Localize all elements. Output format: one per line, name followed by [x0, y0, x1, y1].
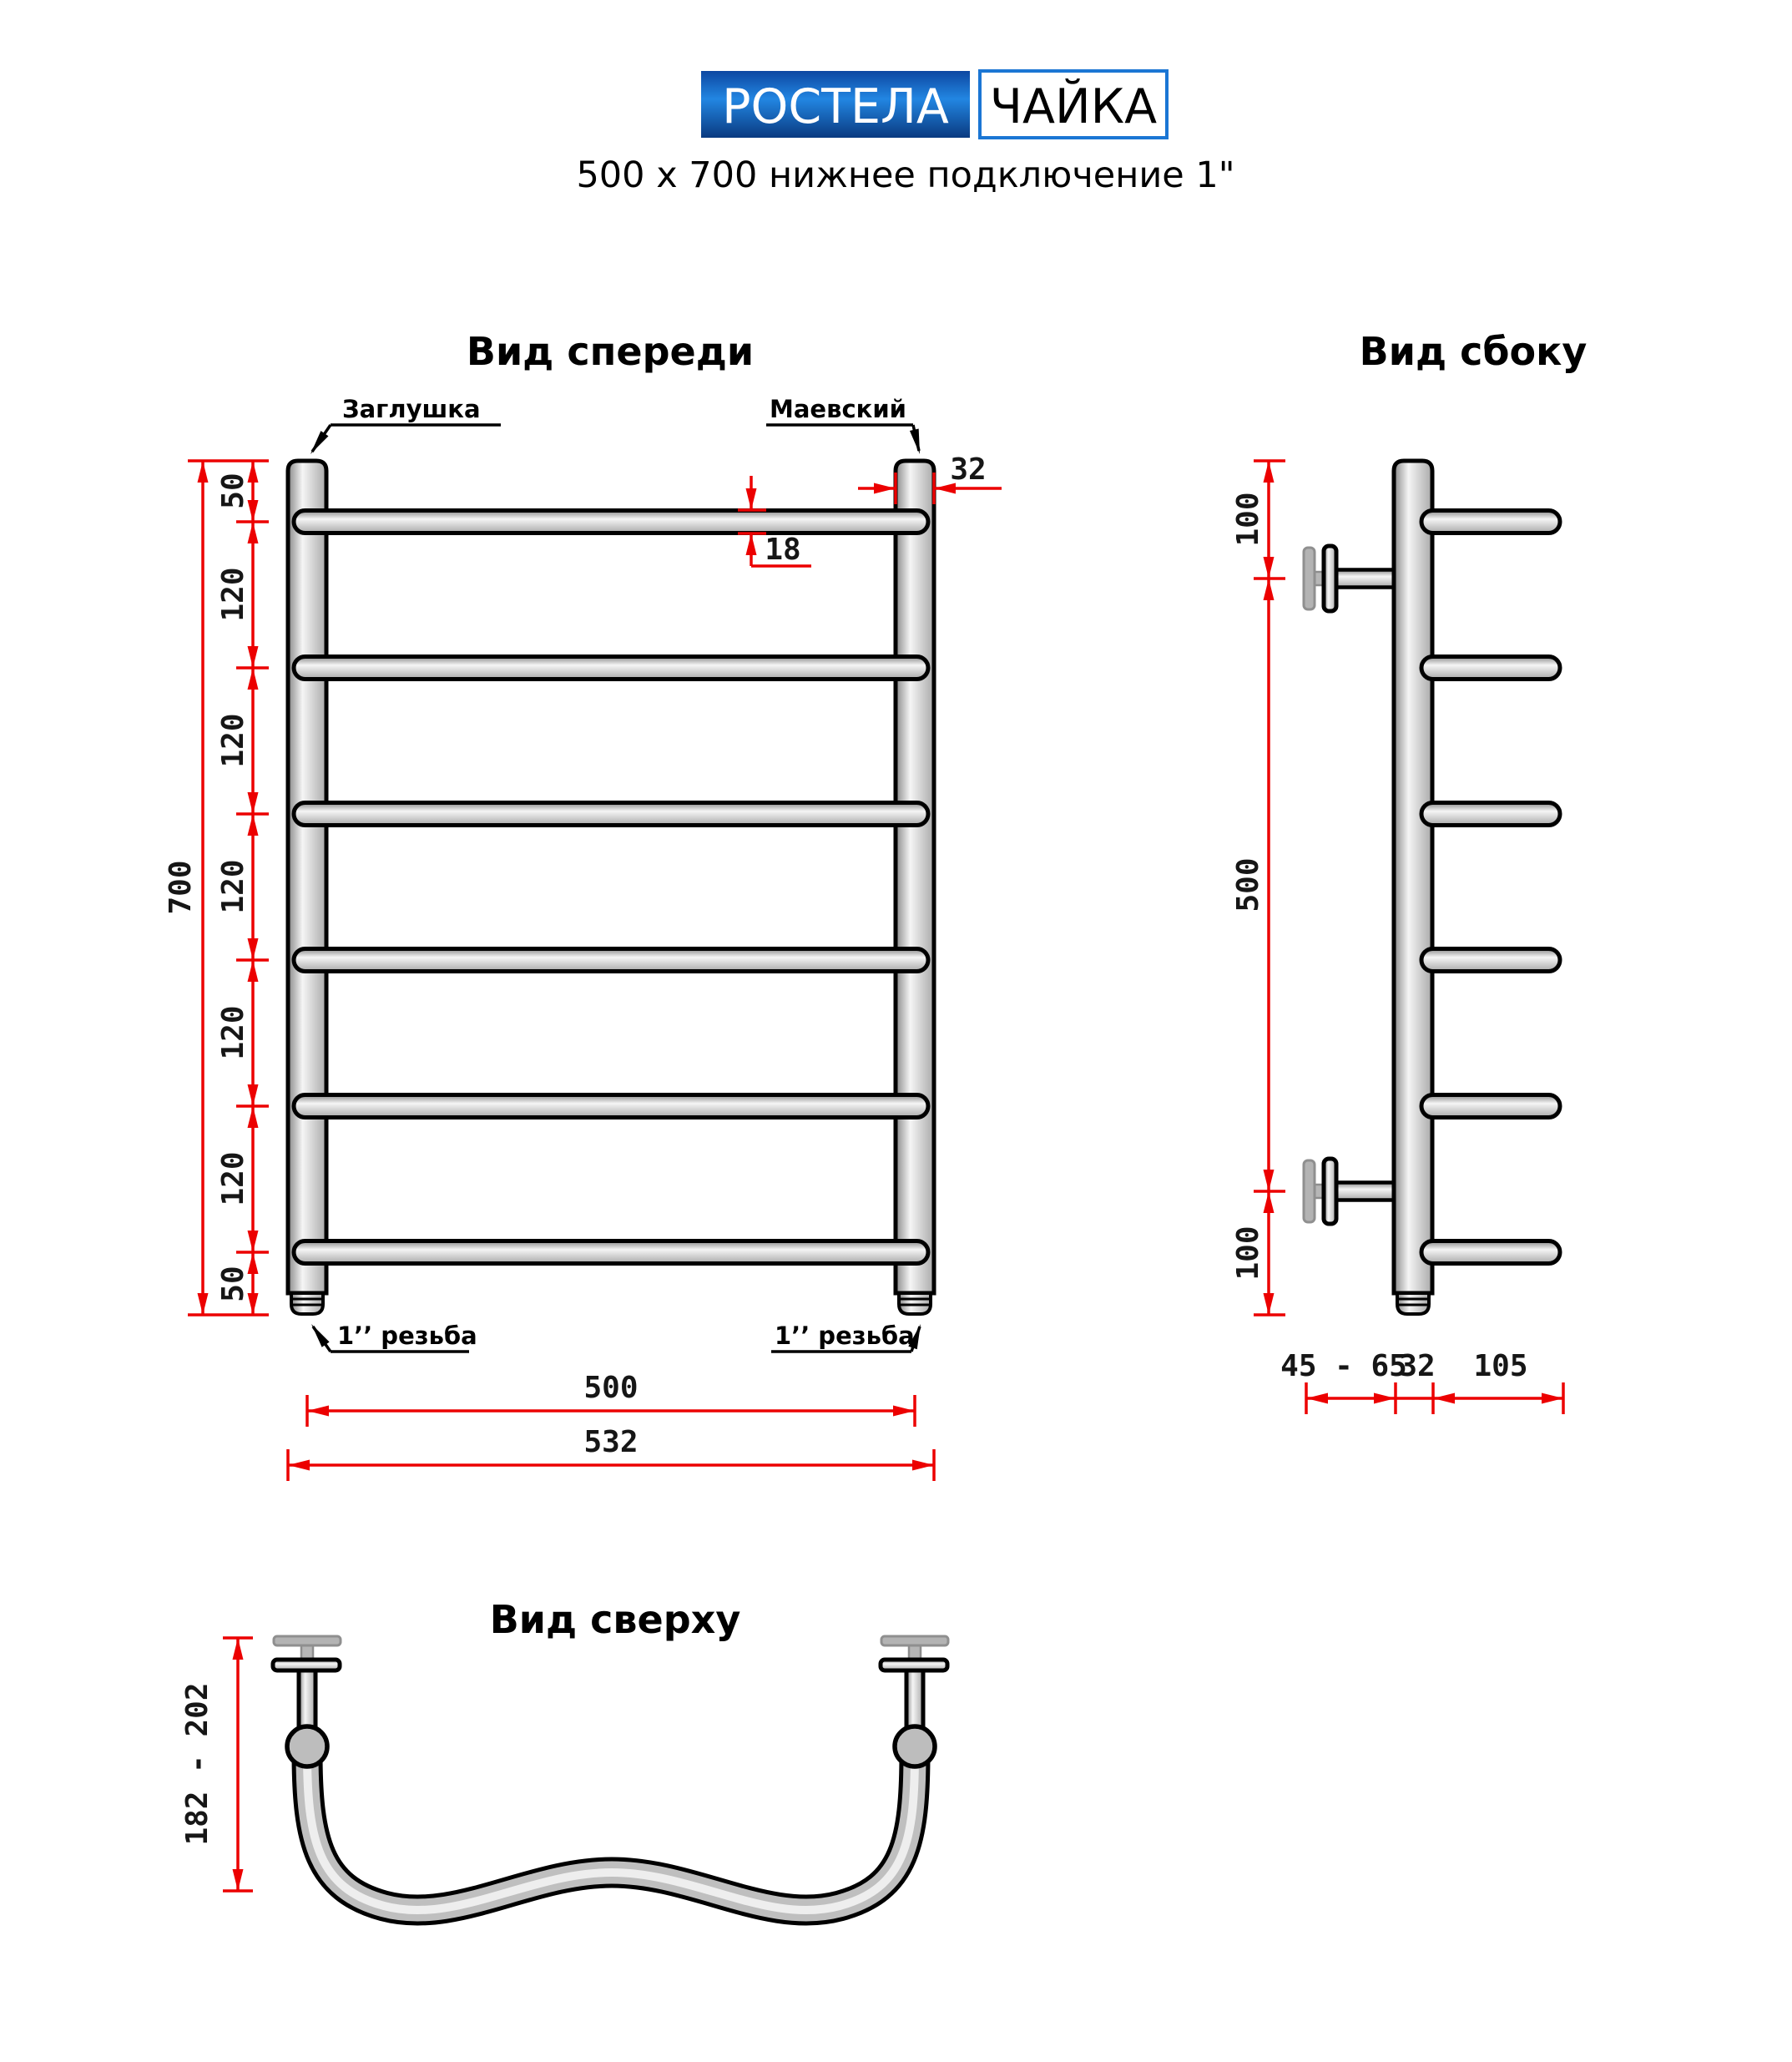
- plug-label: Заглушка: [342, 395, 481, 423]
- top-bracket-stem: [906, 1670, 923, 1731]
- front-bars: [294, 511, 928, 1264]
- valve-label: Маевский: [770, 395, 906, 423]
- side-bar: [1421, 949, 1560, 972]
- top-view: [180, 1597, 948, 1910]
- dim-100-top: 100: [1231, 492, 1265, 547]
- side-bar: [1421, 657, 1560, 680]
- top-wall-plate: [881, 1636, 948, 1645]
- top-bracket-stem: [299, 1670, 315, 1731]
- side-bar: [1421, 803, 1560, 826]
- dim-105: 105: [1473, 1349, 1528, 1383]
- dim-segment: 120: [216, 859, 250, 914]
- dim-segment: 120: [216, 567, 250, 622]
- dim-segment: 120: [216, 1151, 250, 1206]
- front-callout-plug: [306, 395, 501, 457]
- side-bar: [1421, 1241, 1560, 1264]
- front-left-post: [288, 461, 326, 1314]
- dim-100-bottom: 100: [1231, 1226, 1265, 1281]
- dim-500: 500: [583, 1371, 639, 1405]
- front-callout-thread-right: [771, 1322, 925, 1352]
- top-post-section: [287, 1726, 327, 1766]
- dim-segment: 120: [216, 713, 250, 768]
- front-dim-axis-width: [307, 1371, 915, 1427]
- dim-segment: 50: [216, 1266, 250, 1302]
- front-bar: [294, 949, 928, 972]
- front-bar: [294, 657, 928, 680]
- dim-segment: 50: [216, 473, 250, 509]
- top-left-mount: [273, 1636, 341, 1766]
- front-view: [164, 329, 1002, 1481]
- side-bracket-wall-plate: [1304, 548, 1315, 609]
- top-bracket-flange: [273, 1660, 340, 1670]
- front-right-post: [896, 461, 934, 1314]
- side-view: [1231, 329, 1587, 1414]
- side-bracket-flange: [1324, 1159, 1336, 1224]
- side-bracket-bottom: [1304, 1159, 1399, 1224]
- front-callout-thread-left: [307, 1322, 477, 1352]
- front-dim-segments: [188, 461, 269, 1315]
- top-wall-plate: [274, 1636, 341, 1645]
- model-name: ЧАЙКА: [989, 79, 1158, 134]
- front-bar: [294, 1241, 928, 1264]
- side-bars: [1421, 511, 1560, 1264]
- side-bracket-flange: [1324, 546, 1336, 611]
- top-post-section: [895, 1726, 935, 1766]
- top-bracket-flange: [881, 1660, 947, 1670]
- front-view-title: Вид спереди: [466, 329, 755, 374]
- top-right-mount: [881, 1636, 948, 1766]
- header-logo: [576, 71, 1234, 196]
- side-bracket-top: [1304, 546, 1399, 611]
- dim-32: 32: [950, 452, 987, 487]
- thread-left-label: 1’’ резьба: [337, 1322, 477, 1350]
- page-subtitle: 500 x 700 нижнее подключение 1": [576, 154, 1235, 196]
- front-bar: [294, 1095, 928, 1118]
- front-dim-overall-width: [288, 1425, 934, 1481]
- top-curved-bar: [307, 1753, 915, 1910]
- side-dim-horizontal: [1280, 1349, 1563, 1414]
- dim-500-span: 500: [1231, 857, 1265, 912]
- brand-name: РОСТЕЛА: [722, 79, 949, 134]
- dim-182-202: 182 - 202: [180, 1682, 215, 1846]
- thread-right-label: 1’’ резьба: [775, 1322, 915, 1350]
- dim-segment: 120: [216, 1005, 250, 1060]
- dim-45-65: 45 - 65: [1280, 1349, 1407, 1383]
- side-dim-vertical: [1231, 461, 1285, 1315]
- top-view-title: Вид сверху: [489, 1597, 741, 1642]
- dim-700: 700: [164, 860, 198, 915]
- front-bar: [294, 511, 928, 533]
- dim-18: 18: [765, 533, 801, 567]
- side-bar: [1421, 511, 1560, 533]
- side-bar: [1421, 1095, 1560, 1118]
- front-callout-valve: [766, 395, 924, 455]
- dim-32-side: 32: [1399, 1349, 1436, 1383]
- top-dim-depth: [180, 1638, 253, 1891]
- side-view-title: Вид сбоку: [1359, 329, 1588, 374]
- front-bar: [294, 803, 928, 826]
- dim-532: 532: [583, 1425, 639, 1459]
- front-dim-overall-height: [164, 461, 209, 1315]
- side-post: [1394, 461, 1432, 1314]
- side-bracket-wall-plate: [1304, 1160, 1315, 1222]
